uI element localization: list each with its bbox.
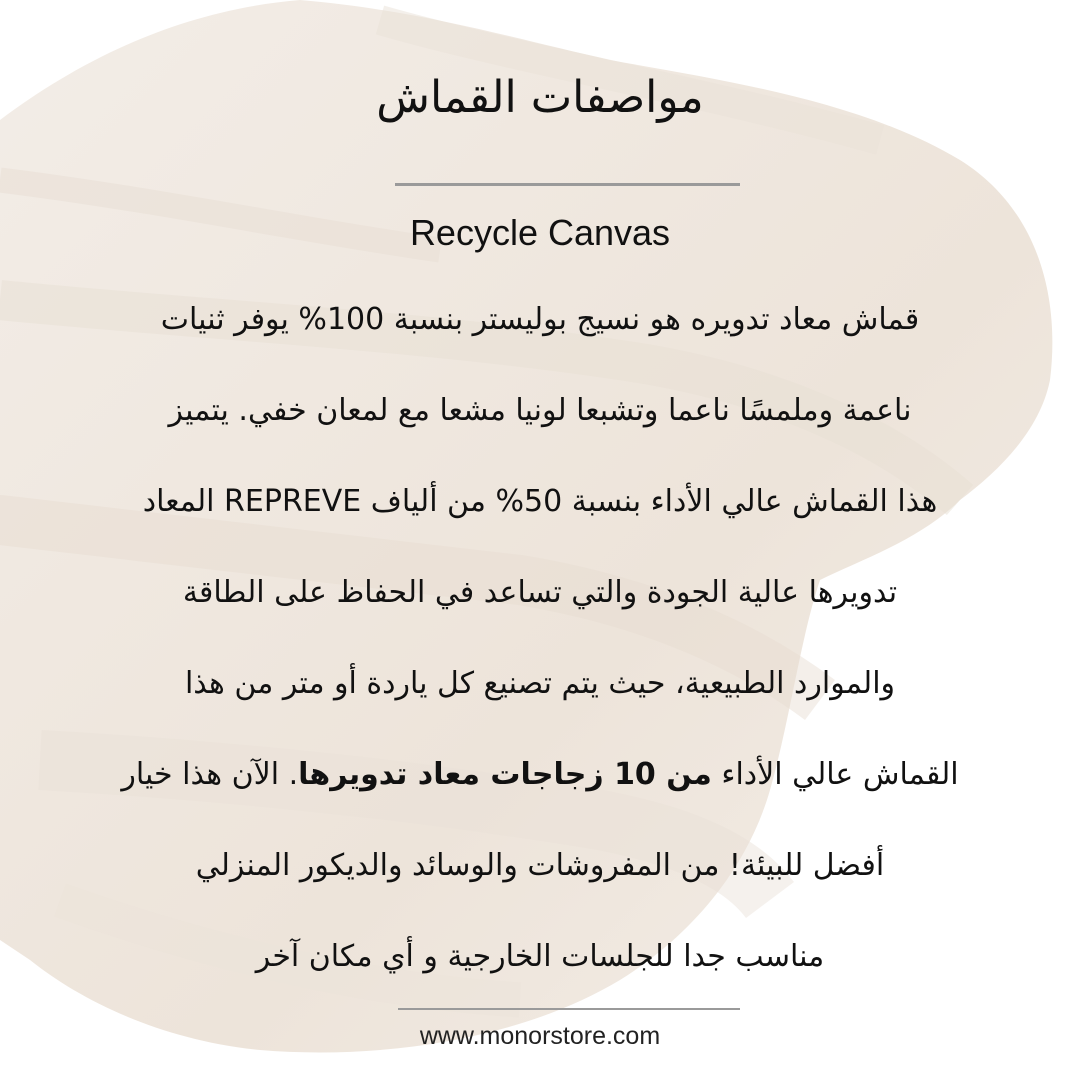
description-highlight: من 10 زجاجات معاد تدويرها	[298, 757, 712, 792]
page-title: مواصفات القماش	[376, 72, 704, 123]
description-line: ناعمة وملمسًا ناعما وتشبعا لونيا مشعا مع لمعان خفي. يتميز	[168, 393, 912, 428]
description-text: القماش عالي الأداء	[711, 757, 959, 792]
title-divider	[395, 183, 740, 186]
description-line: هذا القماش عالي الأداء بنسبة 50% من ألياف REPREVE المعاد	[142, 484, 938, 519]
fabric-description	[60, 290, 1020, 1018]
fabric-name: Recycle Canvas	[409, 212, 671, 253]
description-line: والموارد الطبيعية، حيث يتم تصنيع كل ياردة أو متر من هذا	[184, 666, 896, 701]
website-url: www.monorstore.com	[419, 1022, 661, 1050]
footer-divider	[398, 1008, 740, 1010]
description-text: . الآن هذا خيار	[121, 757, 299, 792]
description-line: تدويرها عالية الجودة والتي تساعد في الحفاظ على الطاقة	[182, 575, 898, 610]
description-line: مناسب جدا للجلسات الخارجية و أي مكان آخر	[255, 939, 825, 974]
description-line	[60, 745, 1020, 836]
description-line: أفضل للبيئة! من المفروشات والوسائد والديكور المنزلي	[195, 848, 885, 883]
description-line: قماش معاد تدويره هو نسيج بوليستر بنسبة 100% يوفر ثنيات	[160, 302, 920, 337]
